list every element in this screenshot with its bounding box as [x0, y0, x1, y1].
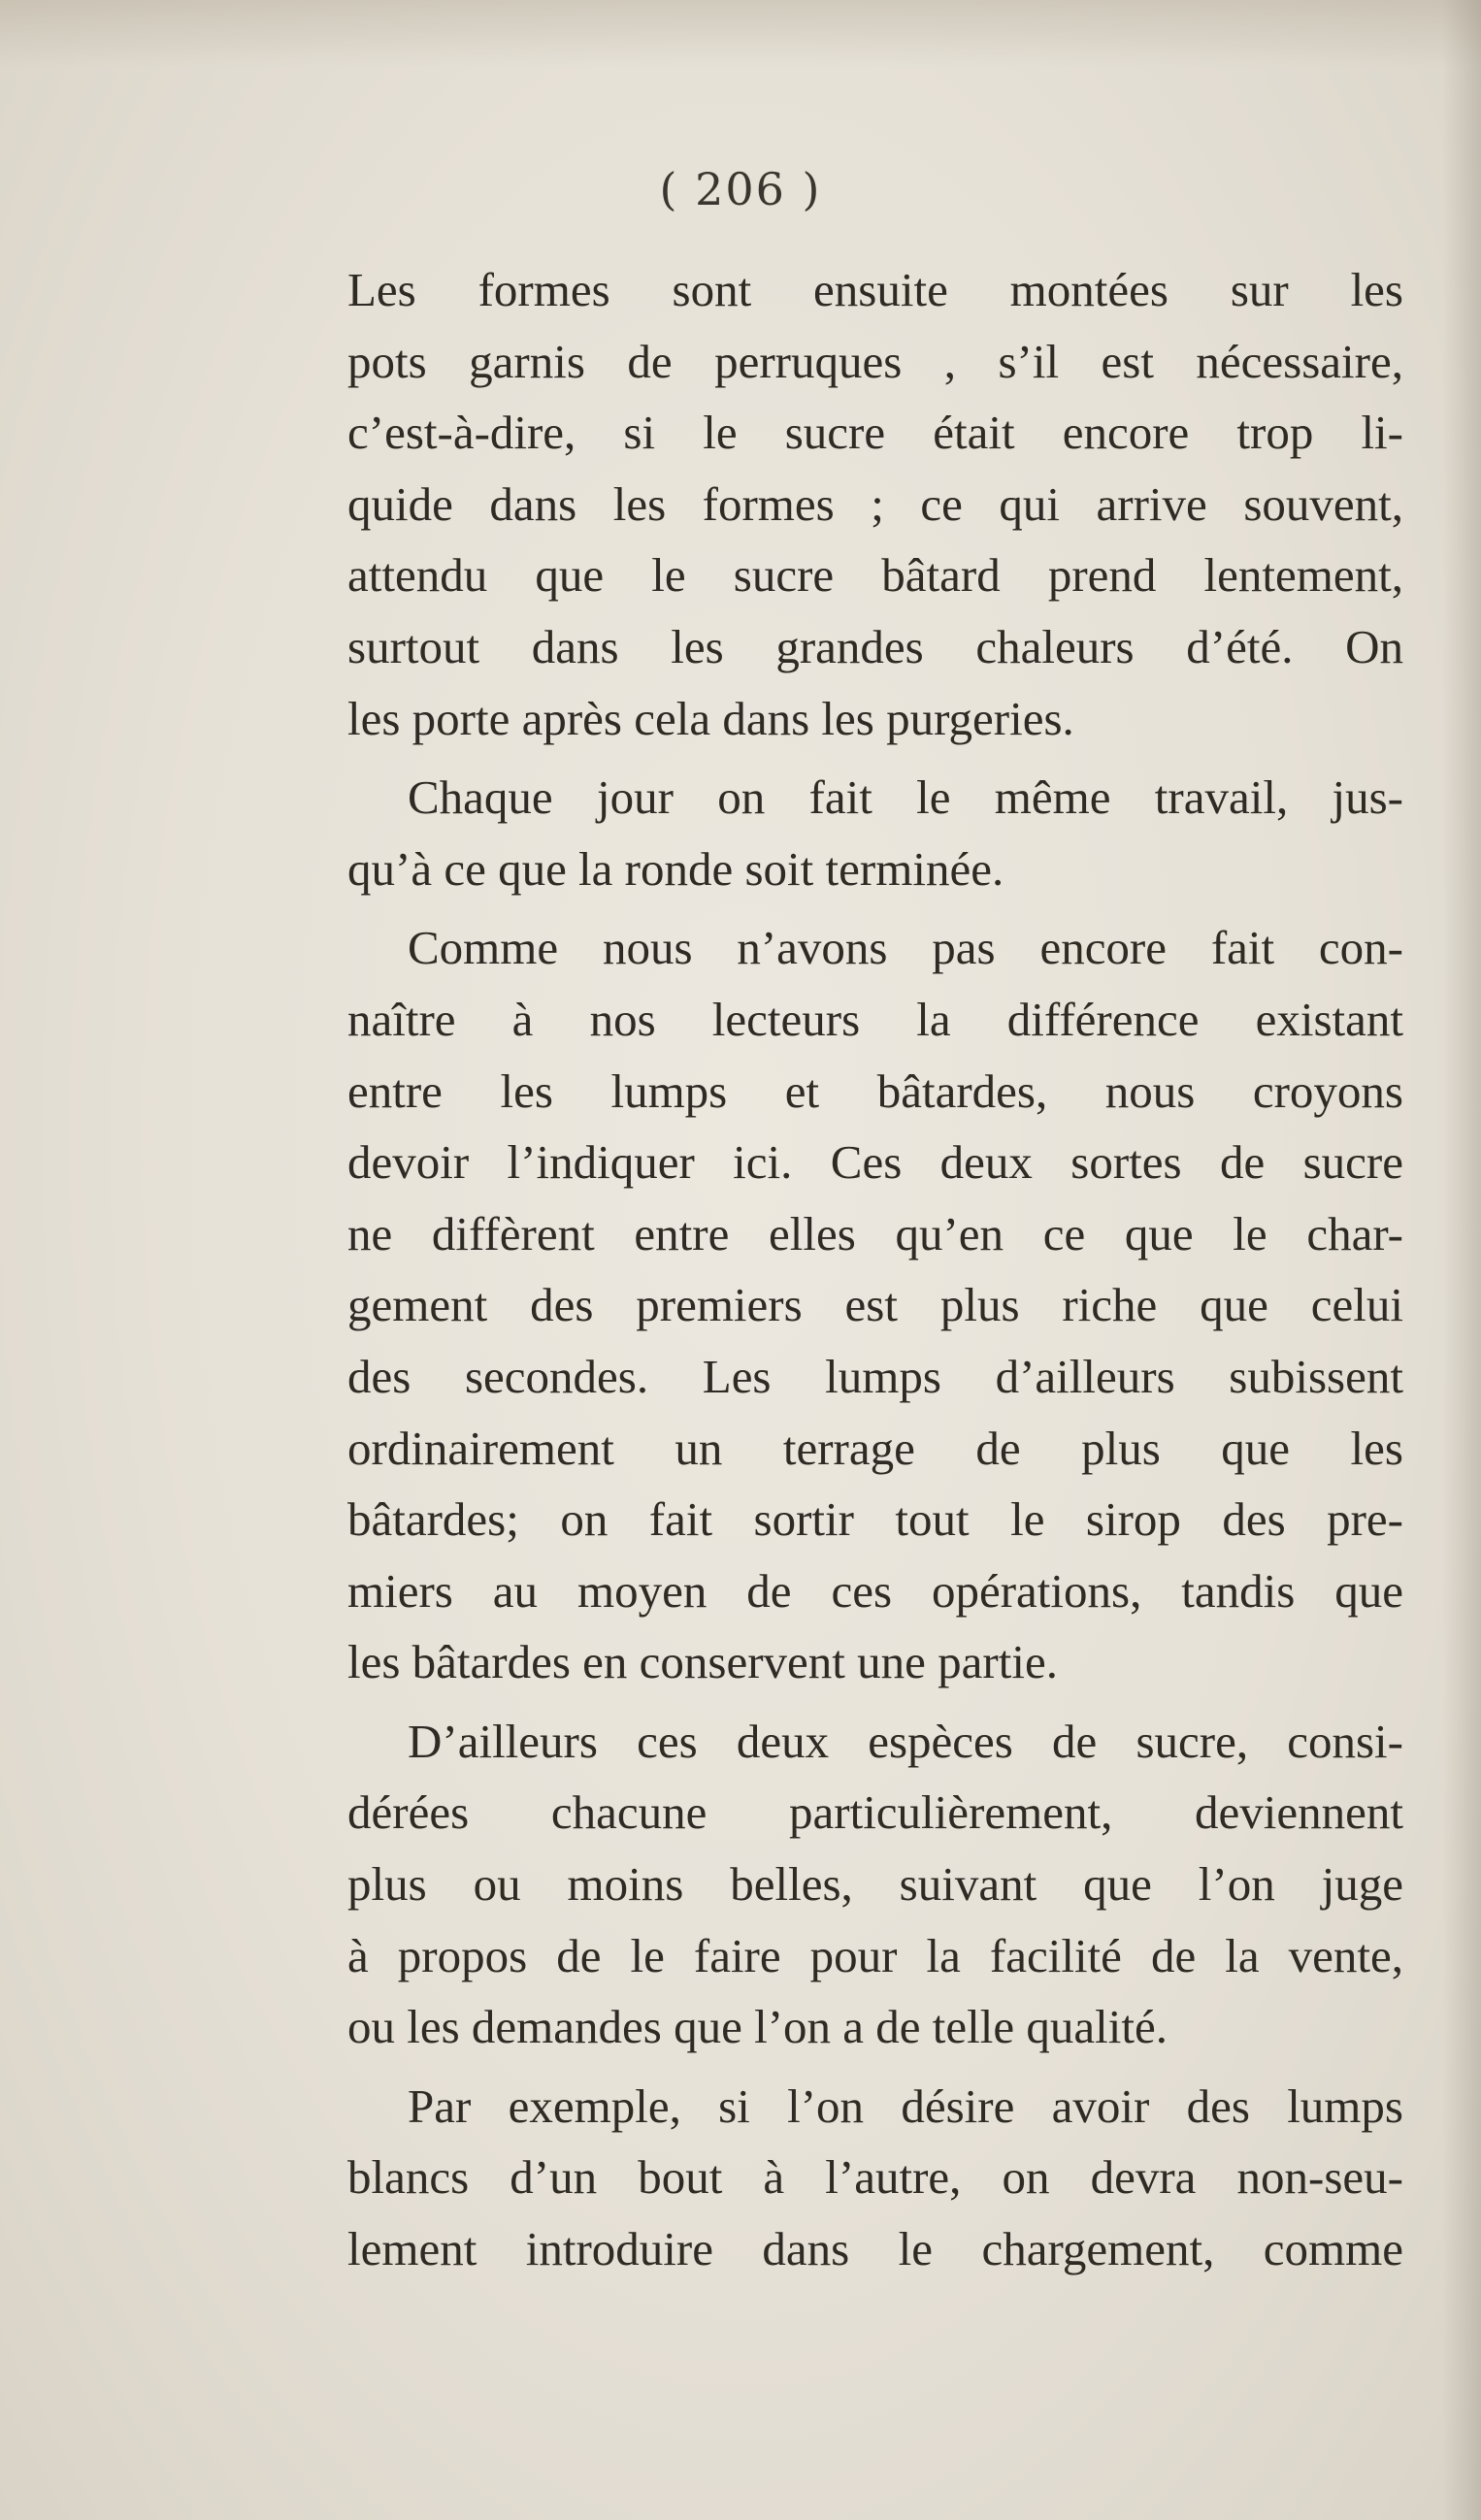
text-line: les bâtardes en conservent une partie.: [347, 1635, 1058, 1689]
text-line: devoir l’indiquer ici. Ces deux sortes de sucre: [347, 1135, 1403, 1190]
text-line: Comme nous n’avons pas encore fait con-: [408, 921, 1403, 975]
text-line: naître à nos lecteurs la différence existant: [347, 992, 1403, 1046]
text-line: qu’à ce que la ronde soit terminée.: [347, 841, 1004, 896]
text-line: pots garnis de perruques , s’il est nécessaire,: [347, 334, 1403, 388]
text-line: Chaque jour on fait le même travail, jus-: [408, 770, 1403, 825]
text-line: D’ailleurs ces deux espèces de sucre, consi-: [408, 1714, 1403, 1768]
text-line: dérées chacune particulièrement, deviennent: [347, 1785, 1403, 1840]
paragraph: [347, 1706, 1403, 2063]
text-line: les porte après cela dans les purgeries.: [347, 691, 1074, 745]
text-line: miers au moyen de ces opérations, tandis que: [347, 1563, 1403, 1618]
text-line: ne diffèrent entre elles qu’en ce que le char-: [347, 1206, 1403, 1260]
text-line: ou les demandes que l’on a de telle qualité.: [347, 2000, 1168, 2054]
text-line: surtout dans les grandes chaleurs d’été. On: [347, 619, 1403, 673]
paragraph: [347, 2071, 1403, 2285]
text-line: gement des premiers est plus riche que celui: [347, 1278, 1403, 1332]
text-line: à propos de le faire pour la facilité de la vente,: [347, 1928, 1403, 1982]
text-line: attendu que le sucre bâtard prend lentement,: [347, 548, 1403, 603]
text-line: entre les lumps et bâtardes, nous croyons: [347, 1064, 1403, 1118]
text-line: plus ou moins belles, suivant que l’on juge: [347, 1857, 1403, 1912]
paragraph: [347, 254, 1403, 754]
text-line: des secondes. Les lumps d’ailleurs subissent: [347, 1349, 1403, 1403]
text-line: bâtardes; on fait sortir tout le sirop des pre-: [347, 1492, 1403, 1547]
text-line: blancs d’un bout à l’autre, on devra non-seu-: [347, 2150, 1403, 2205]
paragraph: [347, 762, 1403, 904]
text-line: lement introduire dans le chargement, comme: [347, 2222, 1403, 2276]
text-line: ordinairement un terrage de plus que les: [347, 1421, 1403, 1475]
text-line: quide dans les formes ; ce qui arrive souvent,: [347, 476, 1403, 531]
text-line: c’est-à-dire, si le sucre était encore trop li-: [347, 406, 1403, 460]
text-line: Les formes sont ensuite montées sur les: [347, 263, 1403, 316]
text-line: Par exemple, si l’on désire avoir des lumps: [408, 2078, 1403, 2133]
paragraph: [347, 912, 1403, 1698]
body-text: [347, 254, 1403, 2285]
page-number: ( 206 ): [659, 163, 822, 215]
